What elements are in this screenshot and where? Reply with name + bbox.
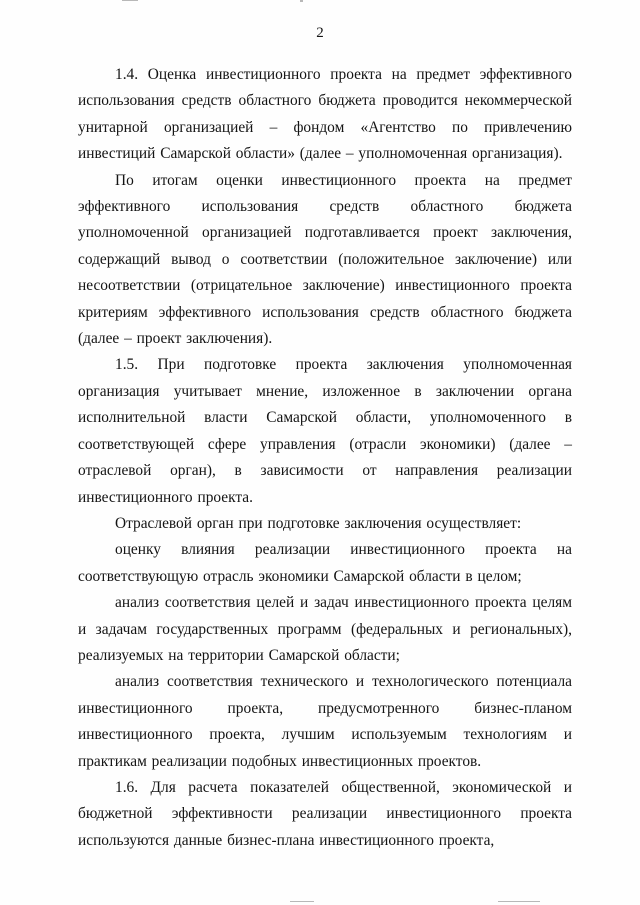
scan-artifact-bottom-right (498, 901, 540, 902)
list-item-technology-analysis: анализ соответствия технического и технологического потенциала инвестиционного проекта, предусмотренного бизнес-планом инвестиционного проекта, лучшим используемым технологиям и практикам реализации подобных инвестиционных проектов. (78, 673, 572, 770)
paragraph-results: По итогам оценки инвестиционного проекта на предмет эффективного использования средств областного бюджета уполномоченной организацией подготавливается проект заключения, содержащий вывод о соответствии (положительное заключение) или несоответствии (отрицательное заключение) инвестиционного проекта критериям эффективного использования средств областного бюджета (далее – проект заключения). (78, 171, 572, 348)
scan-artifact-bottom-center (290, 901, 314, 902)
paragraph-1-4: 1.4. Оценка инвестиционного проекта на предмет эффективного использования средств областного бюджета проводится некоммерческой унитарной организацией – фондом «Агентство по привлечению инвестиций Самарской области» (далее – уполномоченная организация). (78, 66, 572, 163)
list-item-goals-analysis: анализ соответствия целей и задач инвестиционного проекта целям и задачам государственных программ (федеральных и региональных), реализуемых на территории Самарской области; (78, 594, 572, 664)
scan-artifact-top-left (122, 0, 138, 1)
scan-artifact-top-center (300, 0, 303, 2)
page-number: 2 (316, 25, 324, 41)
paragraph-1-5: 1.5. При подготовке проекта заключения уполномоченная организация учитывает мнение, изложенное в заключении органа исполнительной власти Самарской области, уполномоченного в соответствующей сфере управления (отрасли экономики) (далее – отраслевой орган), в зависимости от направления реализации инвестиционного проекта. (78, 356, 572, 506)
paragraph-1-6: 1.6. Для расчета показателей общественной, экономической и бюджетной эффективности реализации инвестиционного проекта используются данные бизнес-плана инвестиционного проекта, (78, 778, 572, 849)
list-item-impact-assessment: оценку влияния реализации инвестиционного проекта на соответствующую отрасль экономики Самарской области в целом; (78, 541, 572, 585)
paragraph-sector-body-intro: Отраслевой орган при подготовке заключения осуществляет: (115, 514, 522, 532)
document-body (78, 62, 572, 854)
